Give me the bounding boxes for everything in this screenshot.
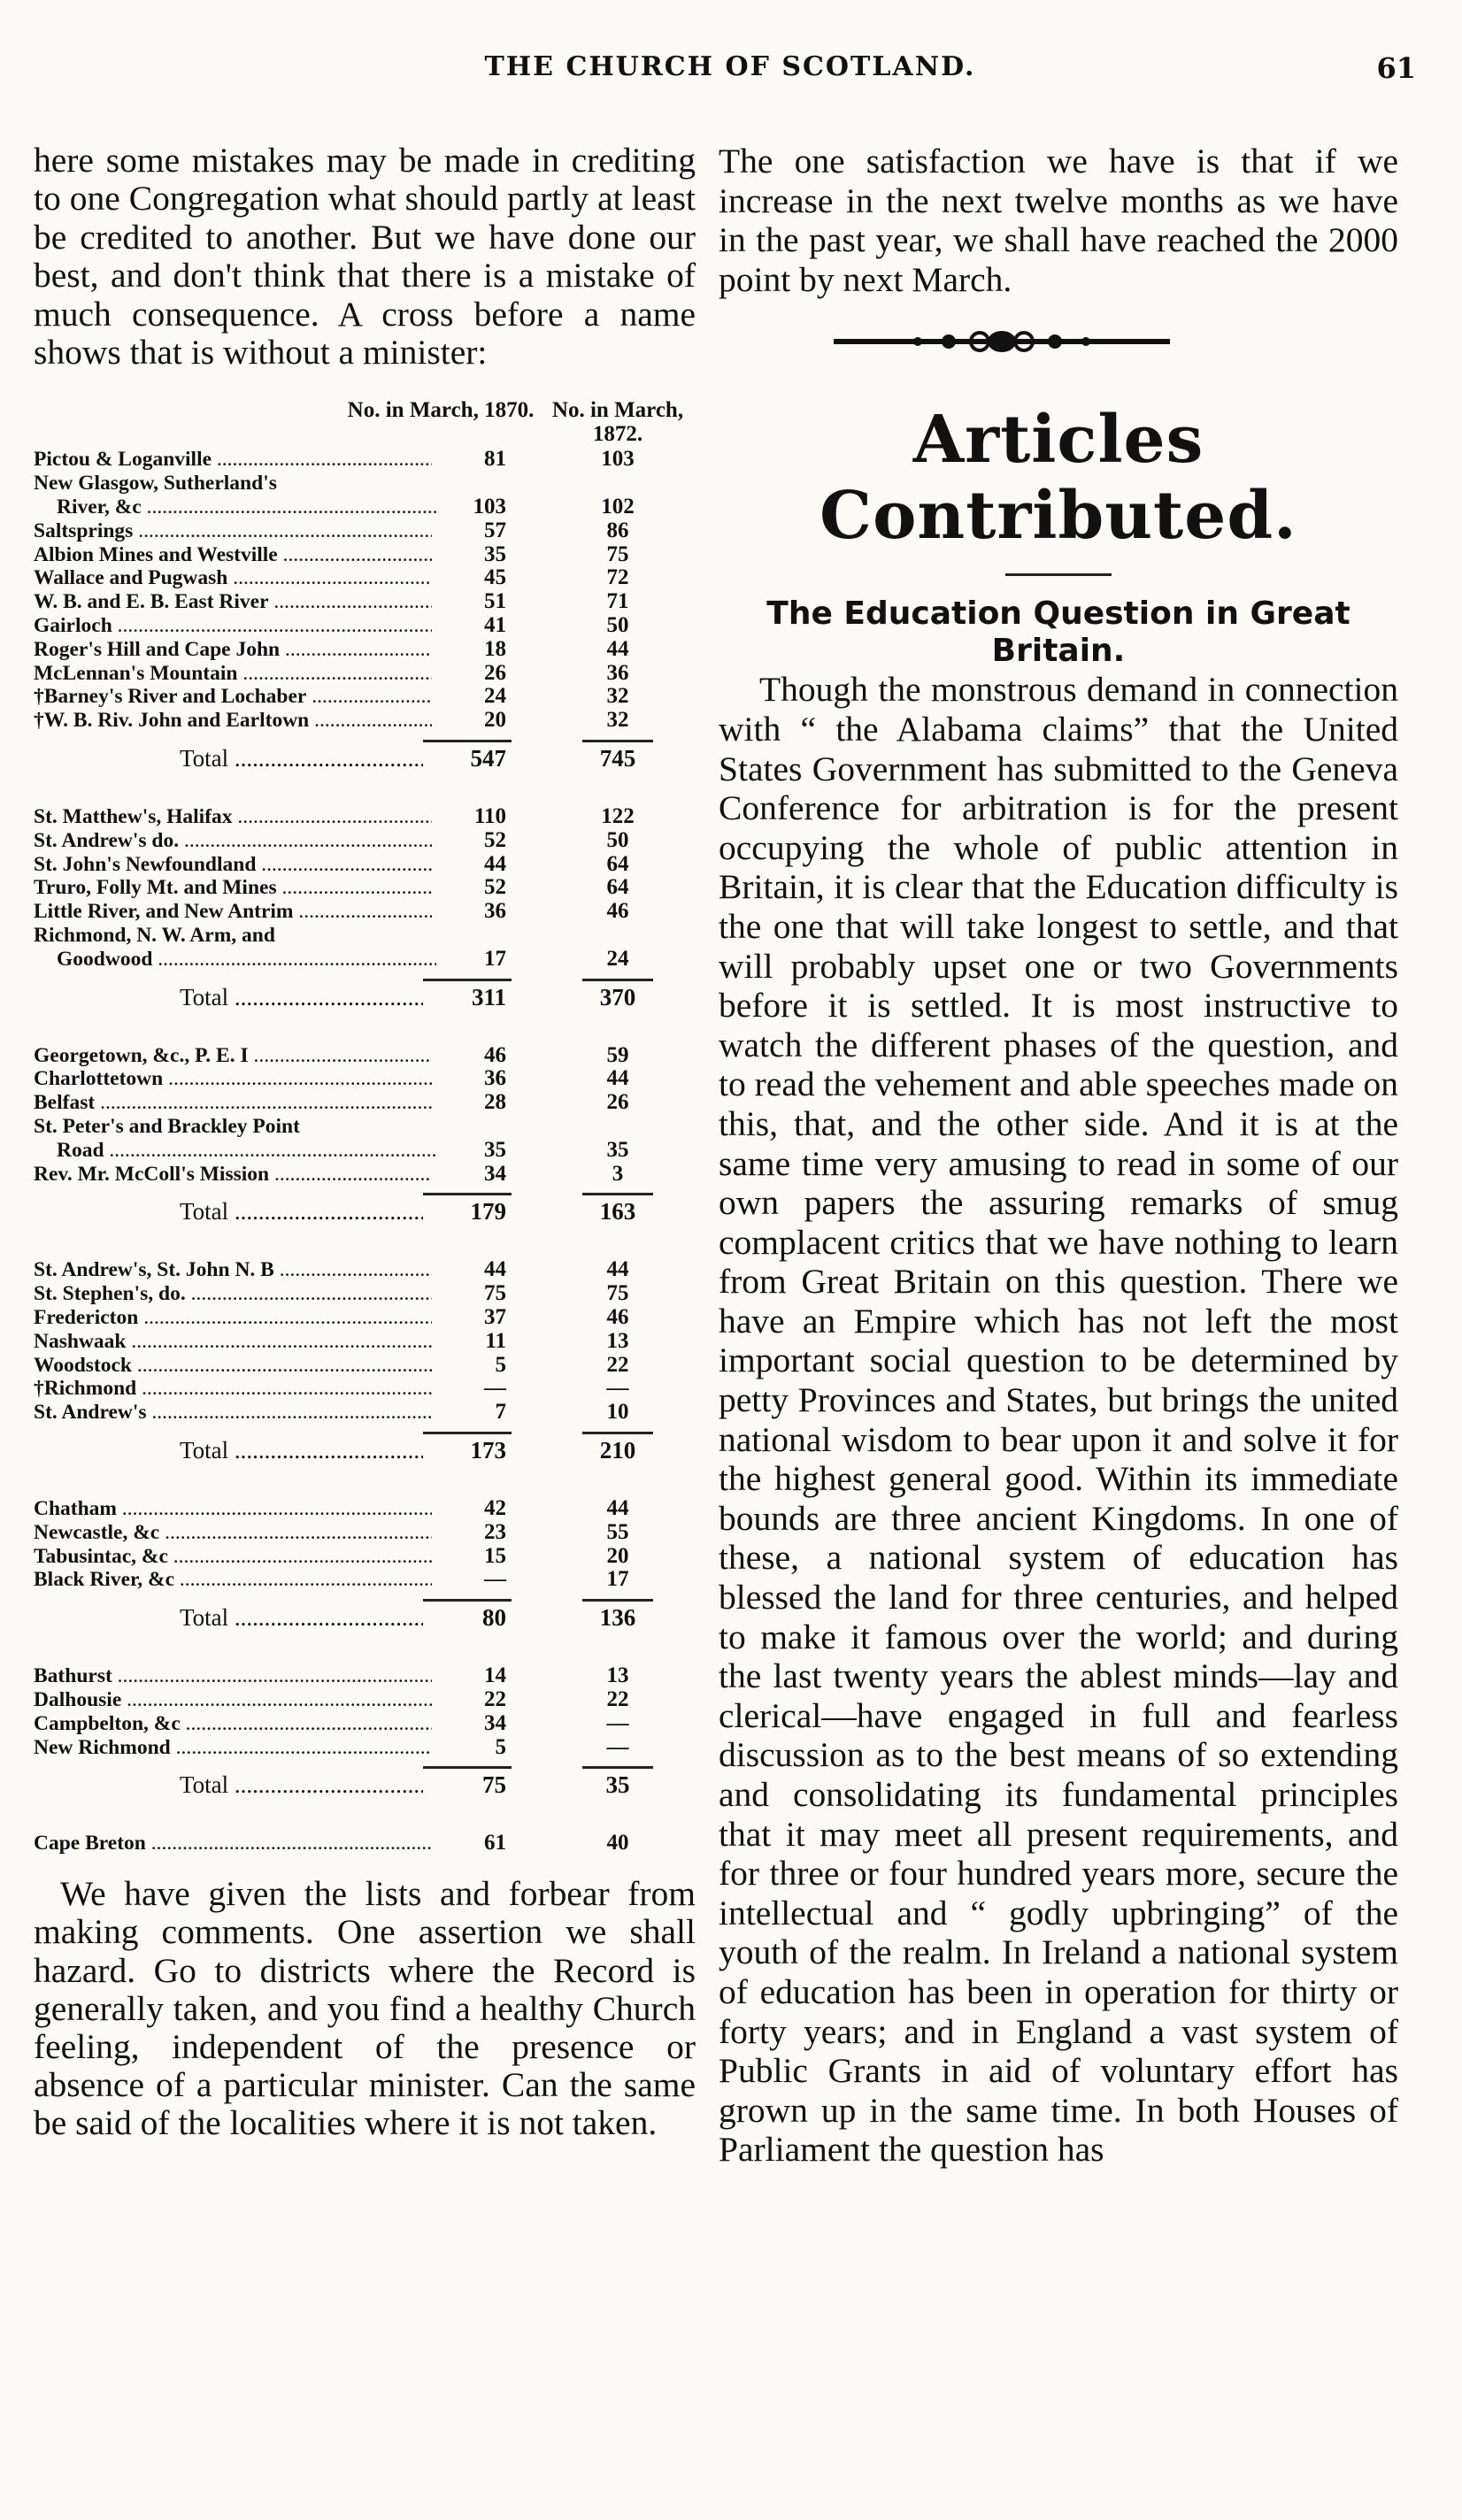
rule-1870 bbox=[423, 1432, 512, 1434]
left-column bbox=[34, 142, 696, 2143]
count-1872: 59 bbox=[606, 1042, 629, 1067]
table-header bbox=[34, 398, 696, 448]
table-row bbox=[34, 590, 696, 614]
total-1870: 179 bbox=[423, 1200, 506, 1223]
count-1872: 13 bbox=[606, 1328, 629, 1353]
table-row bbox=[34, 1044, 696, 1068]
count-1872: 122 bbox=[601, 804, 635, 828]
left-intro-paragraph: here some mistakes may be made in crediting to one Congregation what should partly at least be credited to another. But we have done our best, and don't think that there is a mistake of much consequence. A cross before a name shows that is without a minister: bbox=[34, 141, 696, 373]
count-1872: 50 bbox=[606, 827, 629, 852]
total-row bbox=[34, 983, 696, 1021]
total-row bbox=[34, 1606, 696, 1641]
count-1870: 26 bbox=[436, 662, 506, 685]
group-gap bbox=[34, 1235, 696, 1258]
congregation-name: McLennan's Mountain ..... bbox=[34, 662, 432, 685]
subtotal-rules bbox=[34, 1759, 696, 1773]
count-1872: 22 bbox=[606, 1686, 629, 1711]
congregation-name: St. Andrew's ..... bbox=[34, 1401, 432, 1424]
count-1872: 44 bbox=[606, 636, 629, 661]
count-1870: 103 bbox=[436, 496, 506, 519]
left-outro-paragraph: We have given the lists and forbear from making comments. One assertion we shall hazard. Go to districts where the Record is generally taken, and you find a healthy Church feeling, independent of the presence or absence of a particular minister. Can the same be said of the localities where it is not taken. bbox=[34, 1874, 696, 2143]
count-1872: 44 bbox=[606, 1495, 629, 1520]
congregation-name: Road ..... bbox=[34, 1139, 455, 1162]
table-row bbox=[34, 924, 696, 948]
total-1872: 210 bbox=[599, 1436, 636, 1464]
table-row bbox=[34, 638, 696, 662]
count-1870: 7 bbox=[436, 1401, 506, 1424]
group-gap bbox=[34, 1641, 696, 1664]
congregation-name: New Richmond ..... bbox=[34, 1736, 432, 1759]
rule-1870 bbox=[423, 1599, 512, 1602]
congregation-name: Charlottetown ..... bbox=[34, 1067, 432, 1090]
congregation-name: Nashwaak ..... bbox=[34, 1330, 432, 1353]
table-row bbox=[34, 1688, 696, 1712]
count-1872: 10 bbox=[606, 1400, 629, 1425]
total-label: Total ..... bbox=[180, 986, 436, 1009]
congregation-name: Dalhousie ..... bbox=[34, 1688, 432, 1711]
count-1872: 46 bbox=[606, 1304, 629, 1329]
table-row bbox=[34, 1545, 696, 1569]
congregation-name: Richmond, N. W. Arm, and bbox=[34, 923, 275, 947]
congregation-table bbox=[34, 398, 696, 1855]
subtotal-rules bbox=[34, 1425, 696, 1439]
count-1870: 34 bbox=[436, 1712, 506, 1735]
count-1872: — bbox=[606, 1710, 629, 1735]
short-divider bbox=[1005, 573, 1112, 576]
total-row bbox=[34, 1773, 696, 1809]
count-1872: 75 bbox=[606, 1281, 629, 1306]
table-row bbox=[34, 1664, 696, 1688]
table-row bbox=[34, 1163, 696, 1187]
rule-1872 bbox=[582, 1432, 653, 1434]
count-1870: 46 bbox=[436, 1044, 506, 1067]
article-body: Though the monstrous demand in connection with “ the Alabama claims” that the United States Government has submitted to the Geneva Conference for arbitration is for the present occupying the whole of public attention in Britain, it is clear that the Education difficulty is the one that will take longest to settle, and that will probably upset one or two Governments before it is settled. It is most instructive to watch the different phases of the question, and to read the vehement and able speeches made on this, that, and the other side. And it is at the same time very amusing to read in some of our own papers the assuring remarks of smug complacent critics that we have nothing to learn from Great Britain on this question. There we have an Empire which has not left the most important social question to be determined by petty Provinces and States, but brings the united national wisdom to bear upon it and solve it for the highest general good. Within its immediate bounds are three ancient Kingdoms. In one of these, a national system of education has blessed the land for three centuries, and helped to make it famous over the world; and during the last twenty years the ablest minds—lay and clerical—have engaged in full and fearless discussion as to the best means of so extending and consolidating its fundamental principles that it may meet all present requirements, and for three or four hundred years more, secure the intellectual and “ godly upbringing” of the youth of the realm. In Ireland a national system of education has been in operation for thirty or forty years; and in England a vast system of Public Grants in aid of voluntary effort has grown up in the same time. In both Houses of Parliament the question has bbox=[719, 670, 1398, 2170]
table-row bbox=[34, 829, 696, 853]
count-1870: 52 bbox=[436, 876, 506, 899]
page-header bbox=[35, 51, 1425, 104]
table-row bbox=[34, 519, 696, 543]
congregation-name: Chatham ..... bbox=[34, 1497, 432, 1520]
group-gap bbox=[34, 1474, 696, 1497]
table-row bbox=[34, 948, 696, 972]
congregation-name: Cape Breton ..... bbox=[34, 1832, 432, 1855]
total-row bbox=[34, 1436, 696, 1474]
count-1870: 57 bbox=[436, 519, 506, 542]
congregation-name: †Richmond ..... bbox=[34, 1377, 432, 1400]
count-1872: 32 bbox=[606, 684, 629, 709]
congregation-name: Campbelton, &c ..... bbox=[34, 1712, 432, 1735]
group-gap bbox=[34, 782, 696, 805]
total-1870: 80 bbox=[423, 1606, 506, 1629]
total-1870: 173 bbox=[423, 1439, 506, 1462]
count-1870: 18 bbox=[436, 638, 506, 661]
count-1870: 24 bbox=[436, 685, 506, 708]
table-row bbox=[34, 1354, 696, 1378]
table-row bbox=[34, 1377, 696, 1401]
count-1870: 17 bbox=[436, 948, 506, 971]
table-row bbox=[34, 448, 696, 472]
total-1872: 745 bbox=[599, 745, 636, 772]
congregation-name: Woodstock ..... bbox=[34, 1354, 432, 1377]
count-1870: 5 bbox=[436, 1354, 506, 1377]
count-1870: 20 bbox=[436, 709, 506, 732]
rule-1872 bbox=[582, 979, 653, 981]
table-row bbox=[34, 1258, 696, 1282]
subtotal-rules bbox=[34, 972, 696, 986]
congregation-name: St. Peter's and Brackley Point bbox=[34, 1114, 300, 1138]
count-1870: 42 bbox=[436, 1497, 506, 1520]
count-1872: 35 bbox=[606, 1137, 629, 1162]
count-1870: 28 bbox=[436, 1091, 506, 1114]
congregation-name: St. Andrew's do. ..... bbox=[34, 829, 432, 852]
congregation-name: Belfast ..... bbox=[34, 1091, 432, 1114]
count-1872: 36 bbox=[606, 660, 629, 685]
table-row bbox=[34, 709, 696, 733]
subtotal-rules bbox=[34, 1186, 696, 1200]
count-1870: 44 bbox=[436, 853, 506, 876]
table-row bbox=[34, 543, 696, 567]
table-row bbox=[34, 853, 696, 877]
count-1872: 64 bbox=[606, 851, 629, 876]
count-1870: 52 bbox=[436, 829, 506, 852]
count-1872: 50 bbox=[606, 613, 629, 638]
rule-1870 bbox=[423, 979, 512, 981]
total-1870: 547 bbox=[423, 747, 506, 770]
section-title: Articles Contributed. bbox=[819, 402, 1297, 555]
group-gap bbox=[34, 1021, 696, 1044]
count-1872: 20 bbox=[606, 1543, 629, 1568]
congregation-name: †W. B. Riv. John and Earltown ..... bbox=[34, 709, 432, 732]
count-1872: 22 bbox=[606, 1352, 629, 1377]
table-row bbox=[34, 566, 696, 590]
count-1872: 13 bbox=[606, 1663, 629, 1688]
count-1870: 34 bbox=[436, 1163, 506, 1186]
congregation-name: Black River, &c ..... bbox=[34, 1568, 432, 1591]
congregation-name: Roger's Hill and Cape John ..... bbox=[34, 638, 432, 661]
count-1872: 75 bbox=[606, 542, 629, 566]
total-1872: 136 bbox=[599, 1604, 636, 1632]
count-1872: 32 bbox=[606, 708, 629, 733]
table-row bbox=[34, 1736, 696, 1760]
table-row bbox=[34, 1521, 696, 1545]
table-body bbox=[34, 448, 696, 1855]
count-1872: 72 bbox=[606, 565, 629, 590]
count-1872: 103 bbox=[601, 447, 635, 472]
count-1870: 61 bbox=[436, 1832, 506, 1855]
rule-1870 bbox=[423, 1193, 512, 1195]
congregation-name: Truro, Folly Mt. and Mines ..... bbox=[34, 876, 432, 899]
subtotal-rules bbox=[34, 733, 696, 747]
total-1870: 75 bbox=[423, 1773, 506, 1796]
table-row bbox=[34, 1712, 696, 1736]
right-intro-paragraph: The one satisfaction we have is that if we increase in the next twelve months as we have in the past year, we shall have reached the 2000 point by next March. bbox=[719, 142, 1398, 299]
col-header-1872: No. in March, 1872. bbox=[551, 398, 684, 447]
total-label: Total ..... bbox=[180, 1773, 436, 1796]
count-1870: 11 bbox=[436, 1330, 506, 1353]
count-1870: 14 bbox=[436, 1664, 506, 1687]
count-1872: 40 bbox=[606, 1831, 629, 1855]
count-1870: 15 bbox=[436, 1545, 506, 1568]
count-1870: 5 bbox=[436, 1736, 506, 1759]
count-1872: 86 bbox=[606, 518, 629, 542]
count-1870: 22 bbox=[436, 1688, 506, 1711]
congregation-name: Goodwood ..... bbox=[34, 948, 455, 971]
total-label: Total ..... bbox=[180, 1606, 436, 1629]
congregation-name: Wallace and Pugwash ..... bbox=[34, 566, 432, 589]
count-1872: 3 bbox=[612, 1161, 624, 1186]
table-row bbox=[34, 1067, 696, 1091]
congregation-name: Georgetown, &c., P. E. I ..... bbox=[34, 1044, 432, 1067]
table-row bbox=[34, 1306, 696, 1330]
table-row bbox=[34, 1832, 696, 1855]
total-1872: 163 bbox=[599, 1198, 636, 1225]
count-1870: 41 bbox=[436, 614, 506, 637]
count-1870: 35 bbox=[436, 1139, 506, 1162]
count-1870: 36 bbox=[436, 900, 506, 923]
table-row bbox=[34, 1282, 696, 1306]
congregation-name: St. John's Newfoundland ..... bbox=[34, 853, 432, 876]
count-1872: 71 bbox=[606, 589, 629, 614]
congregation-name: New Glasgow, Sutherland's bbox=[34, 472, 277, 496]
count-1872: — bbox=[606, 1376, 629, 1401]
article-title: The Education Question in Great Britain. bbox=[766, 595, 1350, 670]
count-1872: — bbox=[606, 1734, 629, 1759]
count-1870: 110 bbox=[436, 805, 506, 828]
page-number: 61 bbox=[1376, 51, 1416, 85]
count-1870: 51 bbox=[436, 590, 506, 613]
count-1872: 46 bbox=[606, 899, 629, 924]
right-column bbox=[719, 142, 1398, 2170]
rule-1870 bbox=[423, 740, 512, 742]
count-1872: 64 bbox=[606, 875, 629, 900]
table-row bbox=[34, 805, 696, 829]
total-1870: 311 bbox=[423, 986, 506, 1009]
count-1870: 44 bbox=[436, 1258, 506, 1281]
group-gap bbox=[34, 1809, 696, 1832]
count-1870: 35 bbox=[436, 543, 506, 566]
congregation-name: Saltsprings ..... bbox=[34, 519, 432, 542]
table-row bbox=[34, 1139, 696, 1163]
rule-1872 bbox=[582, 1193, 653, 1195]
table-row bbox=[34, 1401, 696, 1425]
col-header-1870: No. in March, 1870. bbox=[347, 398, 535, 423]
total-label: Total ..... bbox=[180, 1200, 436, 1223]
table-row bbox=[34, 614, 696, 638]
table-row bbox=[34, 1091, 696, 1115]
count-1872: 24 bbox=[606, 946, 629, 971]
total-row bbox=[34, 1200, 696, 1235]
congregation-name: River, &c ..... bbox=[34, 496, 455, 519]
ornament-divider bbox=[719, 324, 1398, 377]
count-1872: 44 bbox=[606, 1257, 629, 1282]
congregation-name: St. Matthew's, Halifax ..... bbox=[34, 805, 432, 828]
rule-1870 bbox=[423, 1766, 512, 1769]
table-row bbox=[34, 1568, 696, 1592]
count-1872: 44 bbox=[606, 1066, 629, 1091]
table-row bbox=[34, 662, 696, 686]
table-row bbox=[34, 1330, 696, 1354]
count-1870: — bbox=[436, 1377, 506, 1400]
rule-1872 bbox=[582, 1599, 653, 1602]
table-row bbox=[34, 472, 696, 496]
count-1872: 55 bbox=[606, 1519, 629, 1544]
count-1870: — bbox=[436, 1568, 506, 1591]
congregation-name: St. Stephen's, do. ..... bbox=[34, 1282, 432, 1305]
table-row bbox=[34, 876, 696, 900]
congregation-name: †Barney's River and Lochaber ..... bbox=[34, 685, 432, 708]
running-title: THE CHURCH OF SCOTLAND. bbox=[484, 51, 976, 82]
congregation-name: Rev. Mr. McColl's Mission ..... bbox=[34, 1163, 432, 1186]
total-1872: 35 bbox=[605, 1771, 630, 1799]
ornament-rule-icon bbox=[834, 324, 1170, 359]
congregation-name: Albion Mines and Westville ..... bbox=[34, 543, 432, 566]
congregation-name: Bathurst ..... bbox=[34, 1664, 432, 1687]
count-1870: 23 bbox=[436, 1521, 506, 1544]
table-row bbox=[34, 1497, 696, 1521]
table-row bbox=[34, 685, 696, 709]
count-1870: 81 bbox=[436, 448, 506, 471]
congregation-name: St. Andrew's, St. John N. B ..... bbox=[34, 1258, 432, 1281]
count-1872: 17 bbox=[606, 1567, 629, 1592]
total-label: Total ..... bbox=[180, 747, 436, 770]
congregation-name: W. B. and E. B. East River ..... bbox=[34, 590, 432, 613]
table-row bbox=[34, 496, 696, 519]
count-1870: 75 bbox=[436, 1282, 506, 1305]
count-1870: 45 bbox=[436, 566, 506, 589]
congregation-name: Little River, and New Antrim ..... bbox=[34, 900, 432, 923]
congregation-name: Newcastle, &c ..... bbox=[34, 1521, 432, 1544]
congregation-name: Tabusintac, &c ..... bbox=[34, 1545, 432, 1568]
congregation-name: Pictou & Loganville ..... bbox=[34, 448, 432, 471]
subtotal-rules bbox=[34, 1592, 696, 1606]
total-1872: 370 bbox=[599, 983, 636, 1010]
count-1870: 37 bbox=[436, 1306, 506, 1329]
table-row bbox=[34, 1115, 696, 1139]
total-label: Total ..... bbox=[180, 1439, 436, 1462]
count-1870: 36 bbox=[436, 1067, 506, 1090]
total-row bbox=[34, 747, 696, 782]
rule-1872 bbox=[582, 1766, 653, 1769]
congregation-name: Gairloch ..... bbox=[34, 614, 432, 637]
table-row bbox=[34, 900, 696, 924]
rule-1872 bbox=[582, 740, 653, 742]
congregation-name: Fredericton ..... bbox=[34, 1306, 432, 1329]
count-1872: 26 bbox=[606, 1090, 629, 1115]
count-1872: 102 bbox=[601, 495, 635, 519]
